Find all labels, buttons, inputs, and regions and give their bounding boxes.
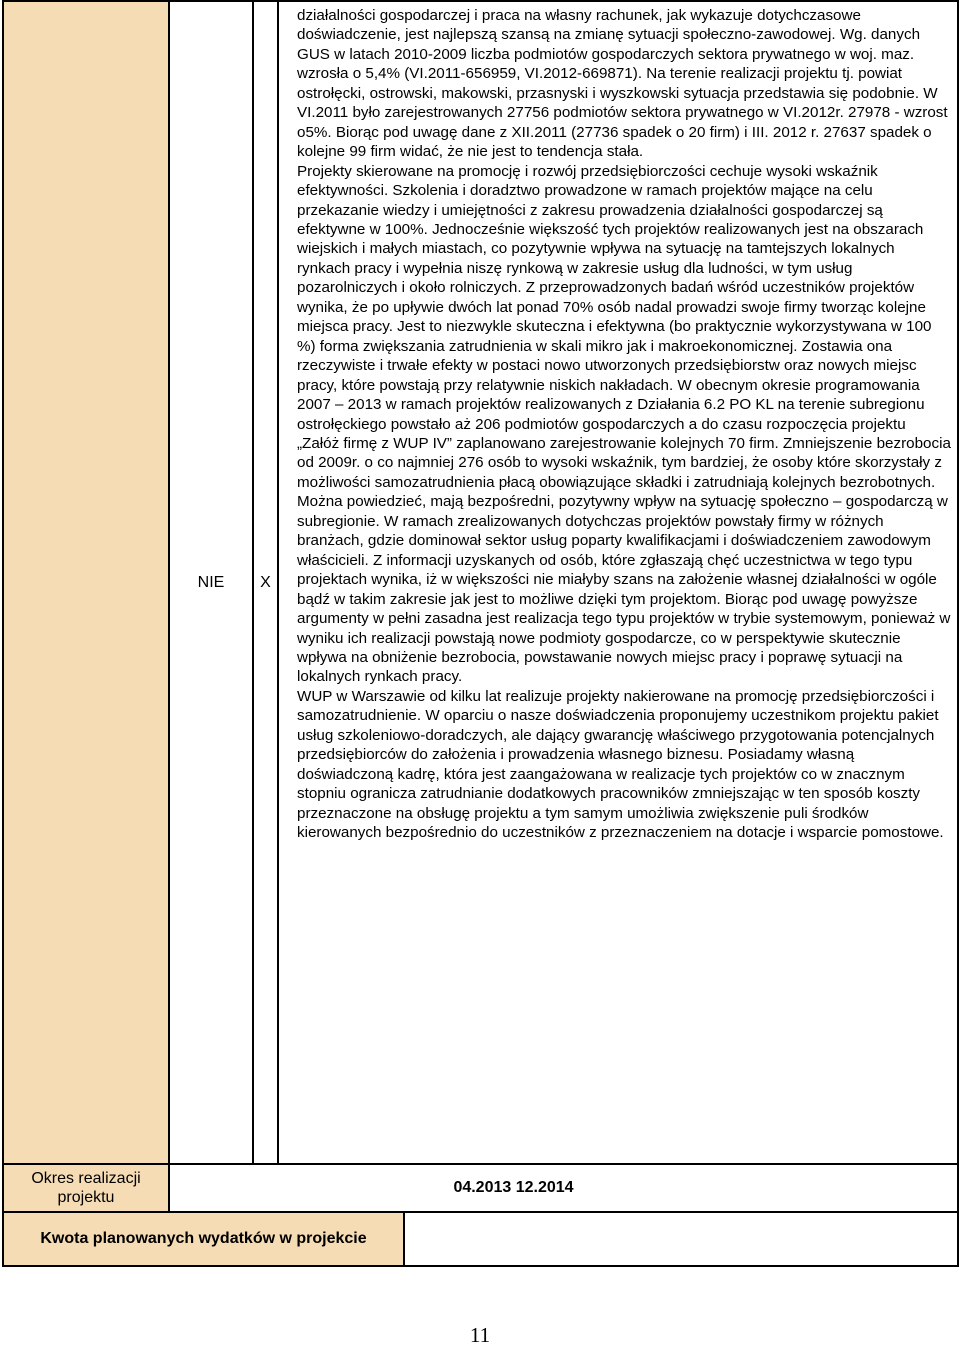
budget-value-cell: [404, 1212, 958, 1266]
answer-no-cell: NIE: [169, 1, 253, 1164]
justification-cell: [278, 1, 958, 1164]
justification-paragraph: WUP w Warszawie od kilku lat realizuje projekty nakierowane na promocję przedsiębiorczości i samozatrudnienie. W oparciu o nasze doświadczenia proponujemy uczestnikom projektu pakiet usług szkoleniowo-doradczych, ale dający gwarancję właściwego przygotowania potencjalnych przedsiębiorców do założenia i prowadzenia własnego biznesu. Posiadamy własną doświadczoną kadrę, która jest zaangażowana w realizacje tych projektów co w znacznym stopniu ogranicza zatrudnianie dodatkowych pracowników zmniejszając w ten sposób koszty przeznaczone na obsługę projektu a tym samym umożliwia zwiększenie puli środków kierowanych bezpośrednio do uczestników z przeznaczeniem na dotacje i wsparcie pomostowe.: [297, 687, 944, 842]
justification-paragraph: działalności gospodarczej i praca na własny rachunek, jak wykazuje dotychczasowe doświadczenie, jest najlepszą szansą na zmianę sytuacji społeczno-zawodowej. Wg. danych GUS w latach 2010-2009 liczba podmiotów gospodarczych sektora prywatnego w woj. maz. wzrosła o 5,4% (VI.2011-656959, VI.2012-669871). Na terenie realizacji projektu tj. powiat ostrołęcki, ostrowski, makowski, przasnyski i wyszkowski sytuacja przedstawia się podobnie. W VI.2011 było zarejestrowanych 27756 podmiotów sektora prywatnego w VI.2012r. 27978 - wzrost o5%. Biorąc pod uwagę dane z XII.2011 (27736 spadek o 20 firm) i III. 2012 r. 27637 spadek o kolejne 99 firm widać, że nie jest to tendencja stała.: [297, 7, 948, 161]
table-row-period: [3, 1164, 958, 1212]
row-label-cell: [3, 1, 169, 1164]
table-row-budget: [3, 1212, 958, 1266]
table-row-justification: [3, 1, 958, 1164]
justification-paragraph: Projekty skierowane na promocję i rozwój przedsiębiorczości cechuje wysoki wskaźnik efektywności. Szkolenia i doradztwo prowadzone w ramach projektów mające na celu przekazanie wiedzy i umiejętności z zakresu prowadzenia działalności gospodarczej są efektywne w 100%. Jednocześnie większość tych projektów realizowanych jest na obszarach wiejskich i małych miastach, co pozytywnie wpływa na sytuację na tamtejszych lokalnych rynkach pracy i wypełnia niszę rynkową w zakresie usług dla ludności, w tym usług pozarolniczych i około rolniczych. Z przeprowadzonych badań wśród uczestników projektów wynika, że po upływie dwóch lat ponad 70% osób nadal prowadzi swoje firmy tworząc kolejne miejsca pracy. Jest to niezwykle skuteczna i efektywna (bo praktycznie wykorzystywana w 100 %) forma zwiększania zatrudnienia w skali mikro jak i makroekonomicznej. Zostawia ona rzeczywiste i trwałe efekty w postaci nowo utworzonych przedsiębiorstw oraz nowych miejsc pracy, które powstają przy relatywnie niskich nakładach. W obecnym okresie programowania 2007 – 2013 w ramach projektów realizowanych z Działania 6.2 PO KL na terenie subregionu ostrołęckiego powstało aż 206 podmiotów gospodarczych a do czasu rozpoczęcia projektu „Załóż firmę z WUP IV” zaplanowano zarejestrowanie kolejnych 70 firm. Zmniejszenie bezrobocia od 2009r. o co najmniej 276 osób to wysoki wskaźnik, tym bardziej, że osoby które skorzystały z możliwości samozatrudnienia płacą obowiązujące składki i zatrudniają kolejnych bezrobotnych. Można powiedzieć, mają bezpośredni, pozytywny wpływ na sytuację społeczno – gospodarczą w subregionie. W ramach zrealizowanych dotychczas projektów powstały firmy w różnych branżach, gdzie dominował sektor usług poparty kwalifikacjami i doświadczeniem zawodowym właścicieli. Z informacji uzyskanych od osób, które zgłaszają chęć uczestnictwa w tego typu projektach wynika, iż w większości nie miałyby szans na założenie własnej działalności w ogóle bądź w takim zakresie jak jest to możliwe dzięki tym projektom. Biorąc pod uwagę powyższe argumenty w pełni zasadna jest realizacja tego typu projektów w trybie systemowym, ponieważ w wyniku ich realizacji powstają nowe podmioty gospodarcze, co w perspektywie skutecznie wpływa na obniżenie bezrobocia, powstawanie nowych miejsc pracy i poprawę sytuacji na lokalnych rynkach pracy.: [297, 162, 951, 686]
period-label: Okres realizacji projektu: [3, 1164, 169, 1212]
mark-x-cell: X: [253, 1, 278, 1164]
period-value: 04.2013 12.2014: [169, 1164, 958, 1212]
project-table: [2, 0, 959, 1267]
justification-text: [297, 6, 951, 842]
page-number: 11: [469, 1323, 491, 1347]
budget-label: Kwota planowanych wydatków w projekcie: [3, 1212, 404, 1266]
